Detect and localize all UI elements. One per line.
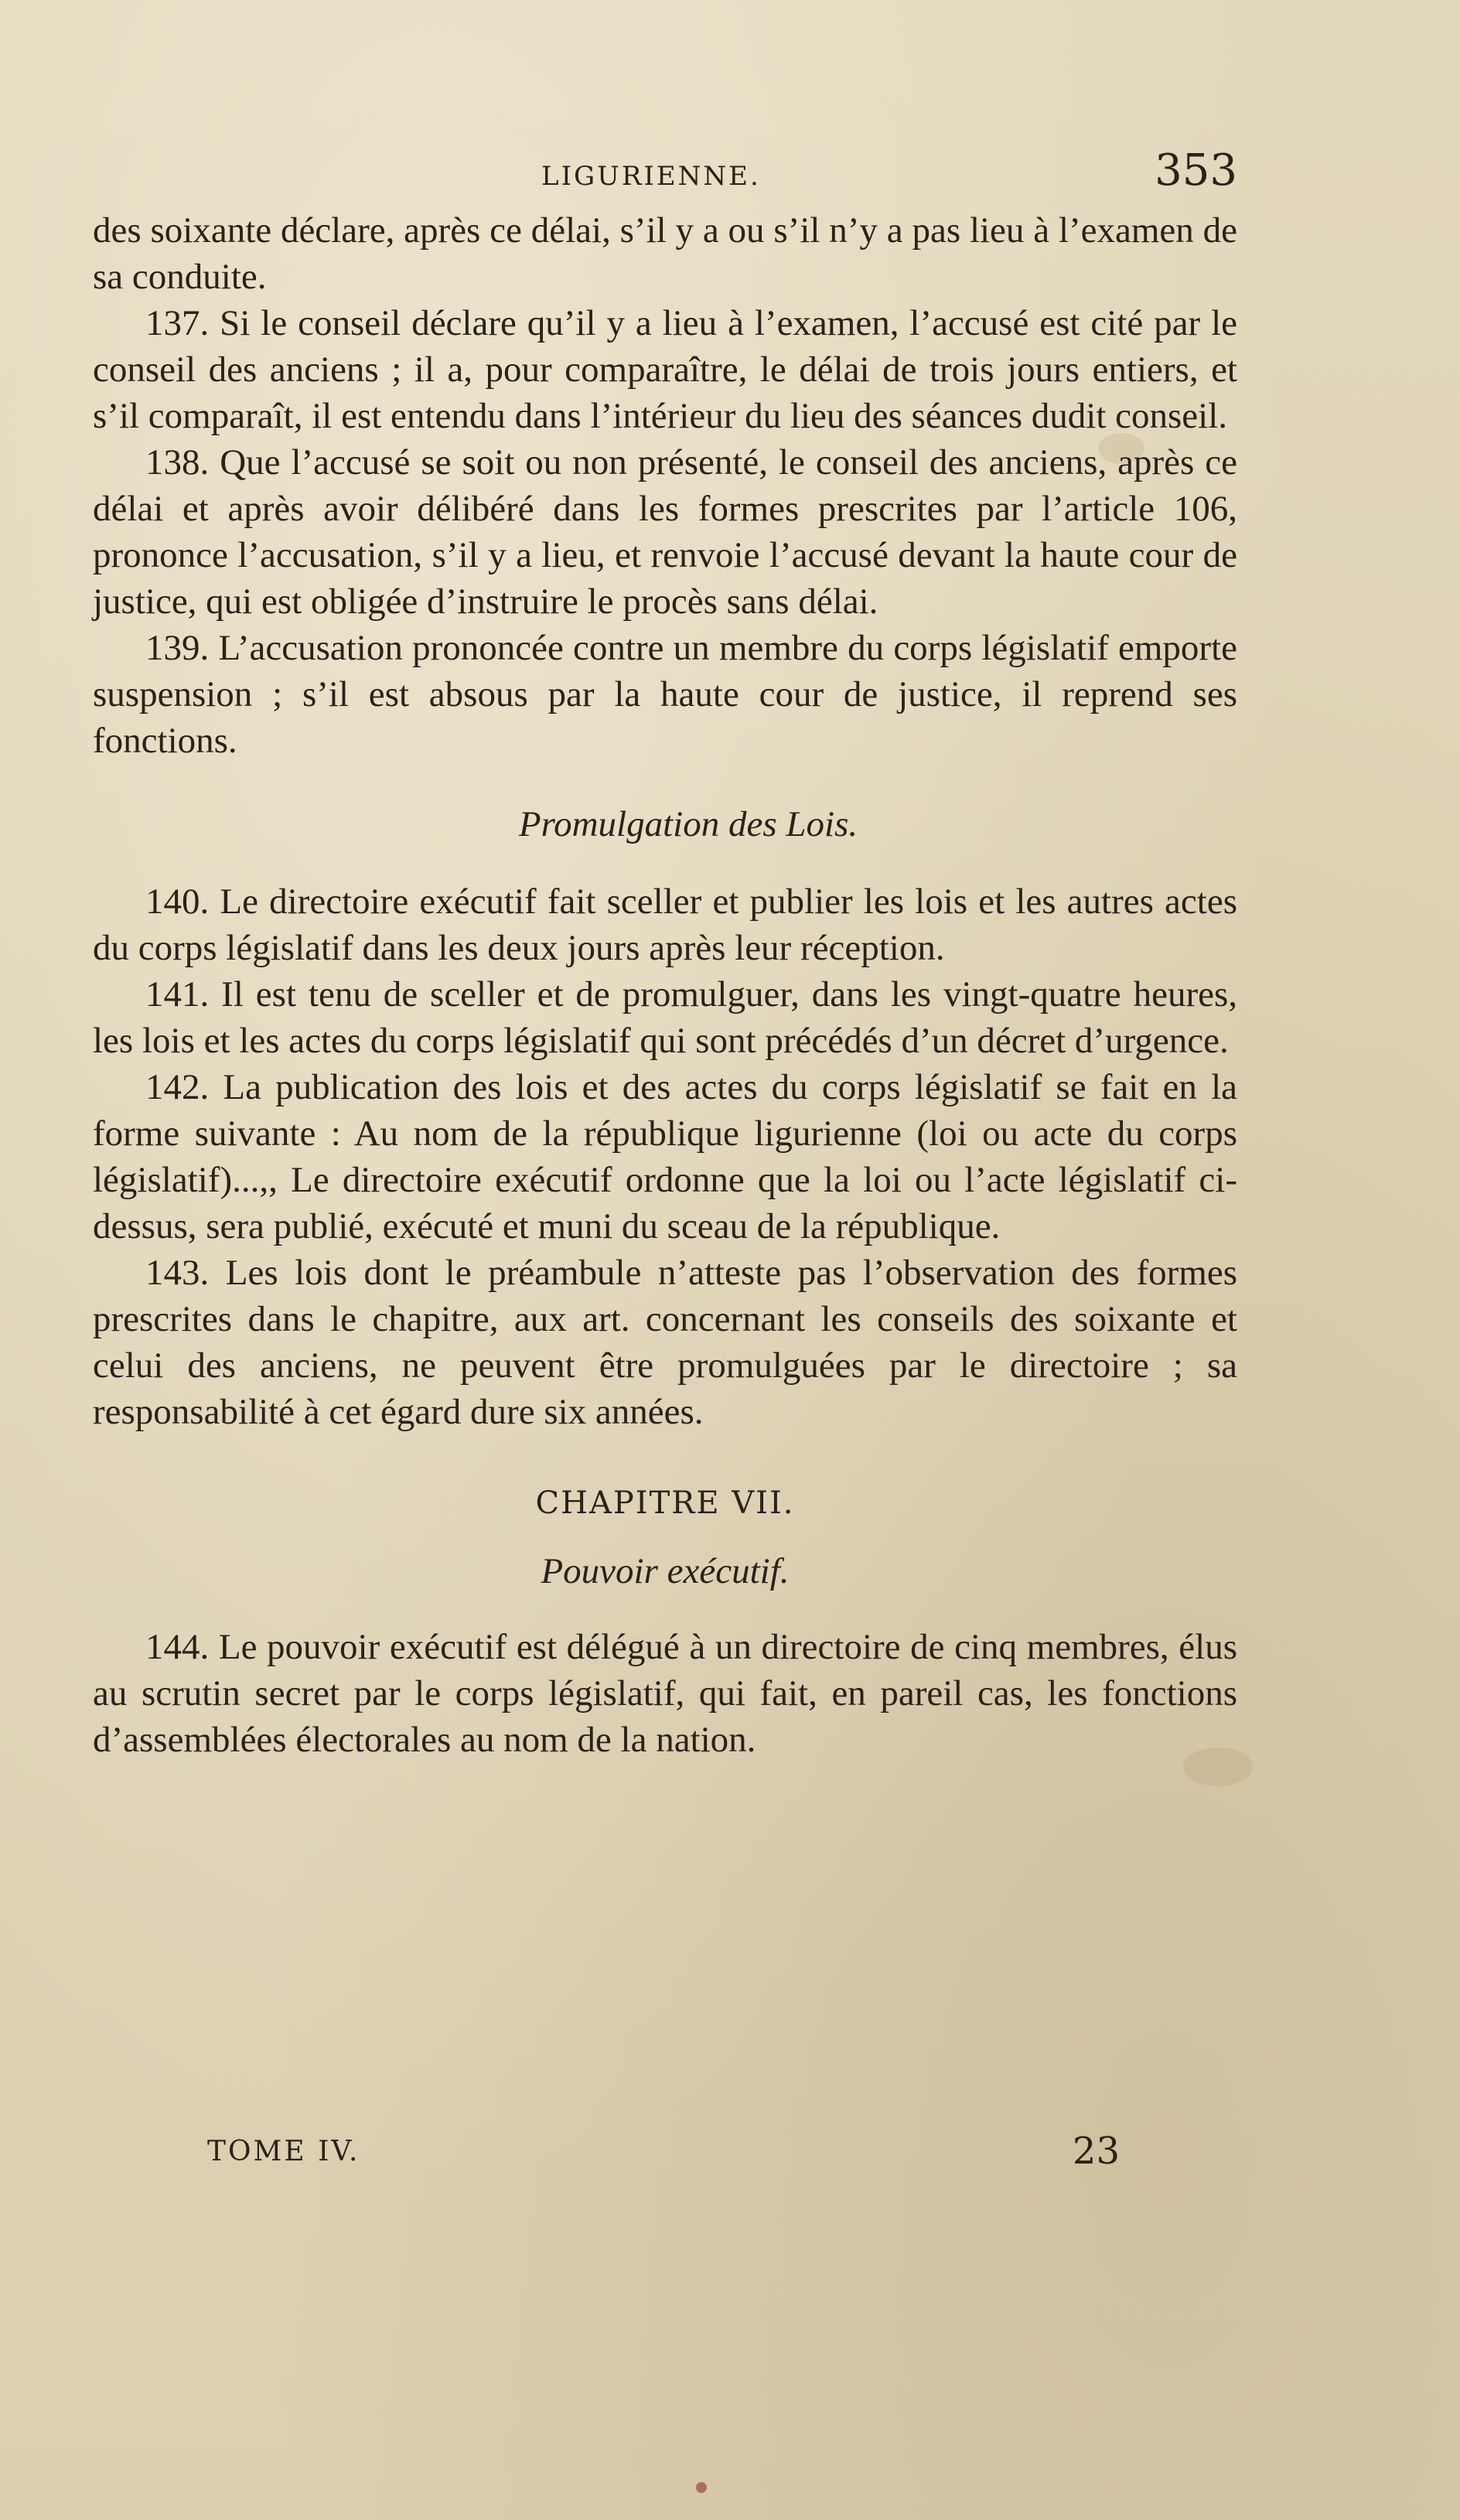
chapter-subtitle: Pouvoir exécutif. [541,1551,790,1591]
page-header [93,145,1237,201]
article-139: 139. L’accusation prononcée contre un membre du corps législatif emporte suspension ; s’il est absous par la haute cour de justice, il reprend ses fonctions. [93,628,1237,761]
article-141: 141. Il est tenu de sceller et de promulguer, dans les vingt-quatre heures, les lois et les actes du corps législatif qui sont précédés d’un décret d’urgence. [93,974,1237,1061]
section-heading: Promulgation des Lois. [518,804,858,844]
volume-label: TOME IV. [207,2136,360,2167]
signature-mark: 23 [1072,2130,1120,2173]
ink-dot [696,2482,707,2493]
chapter-title: CHAPITRE VII. [535,1485,795,1521]
paragraph-continuation: des soixante déclare, après ce délai, s’il y a ou s’il n’y a pas lieu à l’examen de sa conduite. [93,210,1237,297]
main-text [93,207,1237,1763]
running-title: LIGURIENNE. [541,161,761,192]
article-140: 140. Le directoire exécutif fait sceller et publier les lois et les autres actes du corps législatif dans les deux jours après leur réception. [93,881,1237,968]
page-number: 353 [1155,145,1237,196]
article-143: 143. Les lois dont le préambule n’atteste pas l’observation des formes prescrites dans le chapitre, aux art. concernant les conseils des soixante et celui des anciens, ne peuvent être promulguées par le directoire ; sa responsabilité à cet égard dure six années. [93,1253,1237,1432]
article-138: 138. Que l’accusé se soit ou non présenté, le conseil des anciens, après ce délai et après avoir délibéré dans les formes prescrites par l’article 106, prononce l’accusation, s’il y a lieu, et renvoie l’accusé devant la haute cour de justice, qui est obligée d’instruire le procès sans délai. [93,442,1237,622]
page-footer [207,2130,1120,2182]
article-137: 137. Si le conseil déclare qu’il y a lieu à l’examen, l’accusé est cité par le conseil des anciens ; il a, pour comparaître, le délai de trois jours entiers, et s’il comparaît, il est entendu dans l’intérieur du lieu des séances dudit conseil. [93,303,1237,436]
article-144: 144. Le pouvoir exécutif est délégué à un directoire de cinq membres, élus au scrutin secret par le corps législatif, qui fait, en pareil cas, les fonctions d’assemblées électorales au nom de la nation. [93,1627,1237,1760]
article-142: 142. La publication des lois et des actes du corps législatif se fait en la forme suivante : Au nom de la république ligurienne (loi ou acte du corps législatif)...,, Le directoire exécutif ordonne que la loi ou l’acte législatif ci-dessus, sera publié, exécuté et muni du sceau de la république. [93,1067,1237,1246]
